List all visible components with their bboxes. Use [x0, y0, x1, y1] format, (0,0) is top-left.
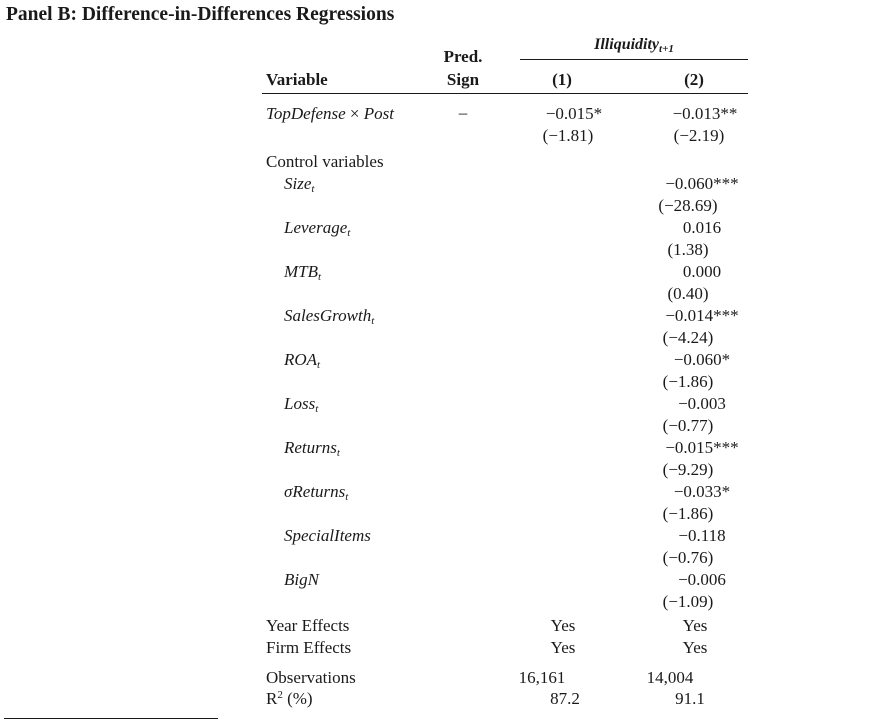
control-coefficient: 0.000: [682, 262, 722, 281]
control-tstat: (−1.86): [662, 372, 714, 391]
firm-effects-label: Firm Effects: [266, 638, 352, 657]
control-tstat: (−9.29): [662, 460, 714, 479]
year-effects-col2: Yes: [682, 616, 708, 635]
variable-header: Variable: [266, 70, 328, 89]
dependent-variable-header: Illiquidity$_{t+1}$: [594, 36, 674, 55]
r-squared-label: $R^2$ (%): [266, 689, 313, 708]
pred-sign-header-line1: Pred.: [443, 47, 483, 66]
control-coefficient: −0.006: [678, 570, 726, 589]
treatment-variable-label: TopDefense × Post: [266, 104, 394, 123]
year-effects-col1: Yes: [550, 616, 576, 635]
control-tstat: (−1.09): [662, 592, 714, 611]
control-coefficient: 0.016: [682, 218, 722, 237]
pred-sign-header-line2: Sign: [446, 70, 480, 89]
control-tstat: (−4.24): [662, 328, 714, 347]
column-1-header: (1): [552, 70, 572, 89]
control-variable-label: $ROA_t$: [284, 350, 321, 371]
observations-col1: 16,161: [518, 668, 566, 687]
control-tstat: (−1.86): [662, 504, 714, 523]
control-coefficient: −0.060*: [673, 350, 731, 369]
control-tstat: (−0.77): [662, 416, 714, 435]
control-tstat: (−0.76): [662, 548, 714, 567]
observations-col2: 14,004: [646, 668, 694, 687]
column-2-header: (2): [684, 70, 704, 89]
control-coefficient: −0.003: [678, 394, 726, 413]
treatment-tstat-col1: (−1.81): [542, 126, 594, 145]
predicted-sign: –: [458, 103, 468, 122]
r-squared-col2: 91.1: [675, 689, 705, 708]
r-squared-col1: 87.2: [550, 689, 580, 708]
treatment-coef-col2: −0.013**: [672, 104, 738, 123]
firm-effects-col2: Yes: [682, 638, 708, 657]
control-variable-label: Loss$_t$: [284, 394, 319, 415]
controls-label: Control variables: [266, 152, 384, 171]
control-tstat: (0.40): [667, 284, 709, 303]
control-tstat: (1.38): [667, 240, 709, 259]
control-coefficient: −0.060***: [665, 174, 739, 193]
control-coefficient: −0.014***: [665, 306, 739, 325]
control-coefficient: −0.015***: [665, 438, 739, 457]
footnote-rule: [4, 718, 218, 719]
panel-title: Panel B: Difference-in-Differences Regressions: [6, 4, 395, 25]
control-coefficient: −0.033*: [673, 482, 731, 501]
control-variable-label: $MTB_t$: [284, 262, 322, 283]
dependent-variable-rule: [520, 59, 748, 60]
control-coefficient: −0.118: [678, 526, 726, 545]
treatment-coef-col1: −0.015*: [545, 104, 603, 123]
control-variable-label: SalesGrowth$_t$: [284, 306, 375, 327]
control-variable-label: σReturns$_t$: [284, 482, 349, 503]
control-variable-label: Returns$_t$: [284, 438, 340, 459]
control-tstat: (−28.69): [658, 196, 718, 215]
firm-effects-col1: Yes: [550, 638, 576, 657]
year-effects-label: Year Effects: [266, 616, 350, 635]
observations-label: Observations: [266, 668, 356, 687]
control-variable-label: SpecialItems: [284, 526, 371, 545]
header-rule: [262, 93, 748, 94]
treatment-tstat-col2: (−2.19): [673, 126, 725, 145]
control-variable-label: BigN: [284, 570, 319, 589]
control-variable-label: Size$_t$: [284, 174, 315, 195]
control-variable-label: Leverage$_t$: [284, 218, 351, 239]
